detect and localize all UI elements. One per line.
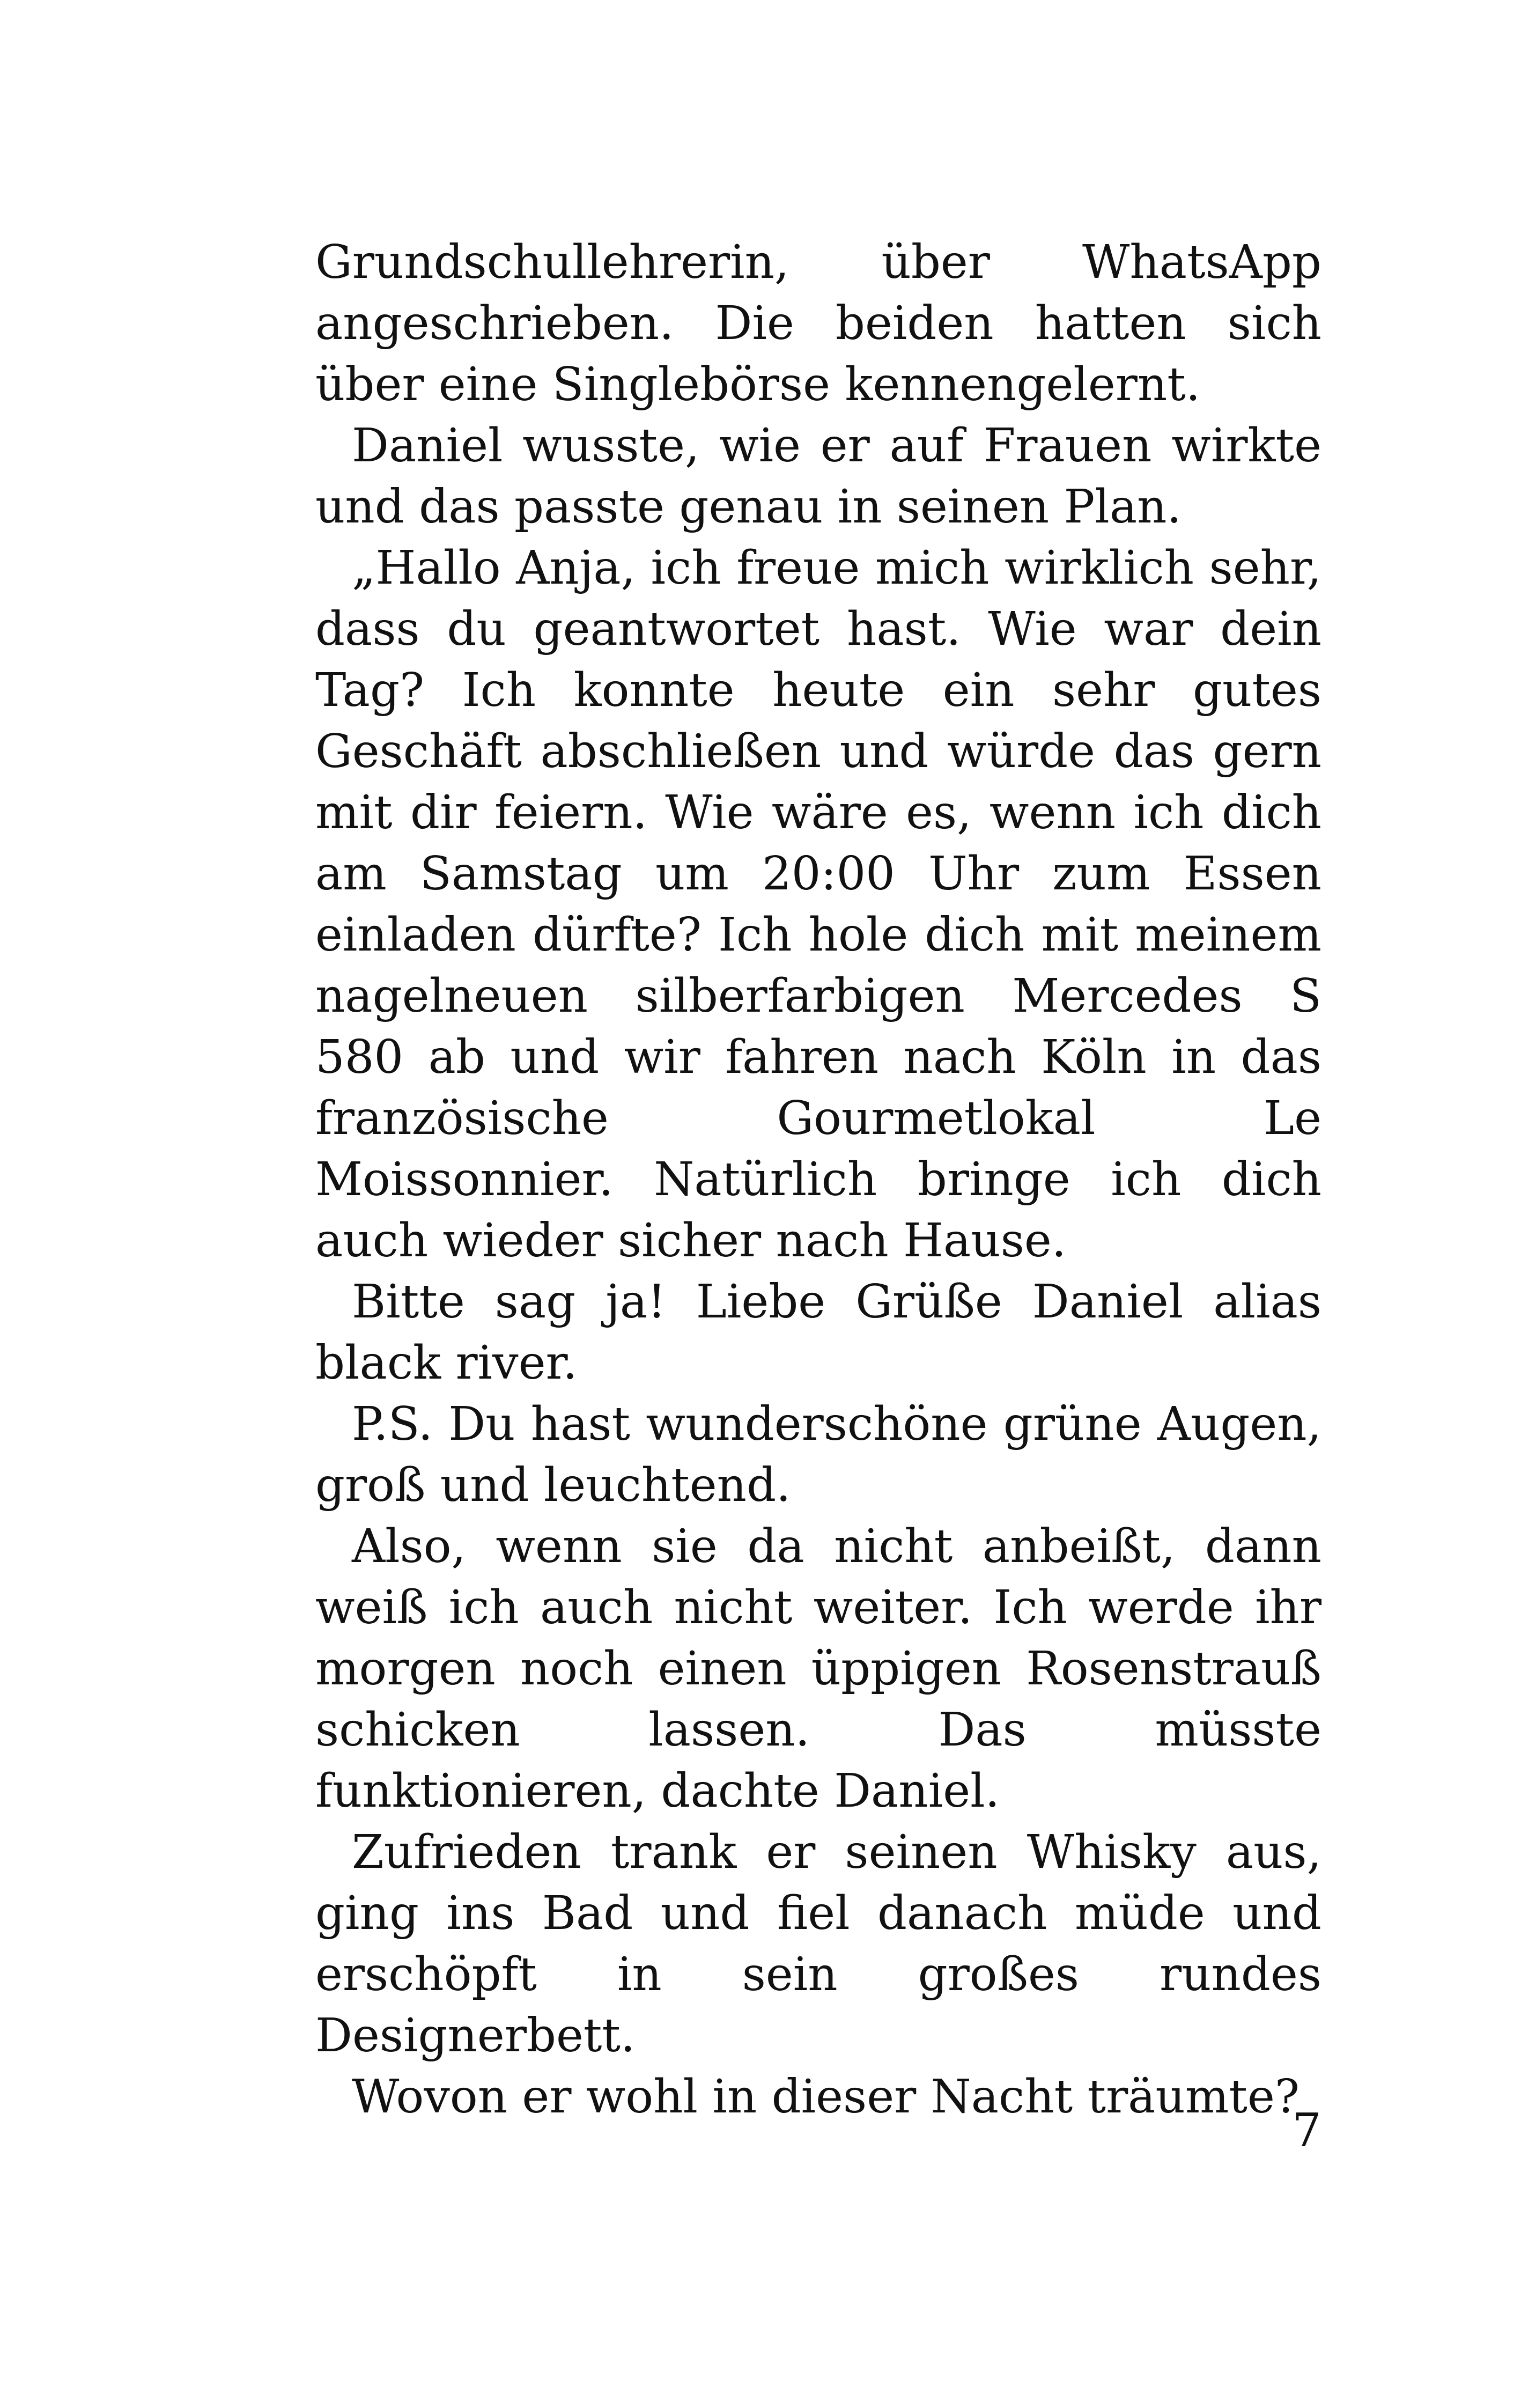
paragraph: P.S. Du hast wunderschöne grüne Augen, groß und leuchtend. (315, 1397, 1321, 1512)
paragraph: „Hallo Anja, ich freue mich wirklich sehr, dass du geantwortet hast. Wie war dein Tag? Ich konnte heute ein sehr gutes Geschäft abschließen und würde das gern mit dir feiern. Wie wäre es, wenn ich dich am Samstag um 20:00 Uhr zum Essen einladen dürfte? Ich hole dich mit meinem nagelneuen silberfarbigen Mercedes S 580 ab und wir fahren nach Köln in das französische Gourmetlokal Le Moissonnier. Natürlich bringe ich dich auch wieder sicher nach Hause. (315, 541, 1321, 1268)
paragraph: Bitte sag ja! Liebe Grüße Daniel alias black river. (315, 1275, 1321, 1390)
page-number: 7 (1292, 2104, 1321, 2157)
paragraph: Grundschullehrerin, über WhatsApp angeschrieben. Die beiden hatten sich über eine Singlebörse kennengelernt. (315, 235, 1321, 411)
paragraph: Wovon er wohl in dieser Nacht träumte? (352, 2070, 1300, 2124)
paragraph: Zufrieden trank er seinen Whisky aus, ging ins Bad und fiel danach müde und erschöpft in sein großes rundes Designerbett. (315, 1825, 1321, 2063)
body-text (315, 232, 1321, 2127)
paragraph: Also, wenn sie da nicht anbeißt, dann weiß ich auch nicht weiter. Ich werde ihr morgen noch einen üppigen Rosenstrauß schicken lassen. Das müsste funktionieren, dachte Daniel. (315, 1520, 1321, 1818)
paragraph: Daniel wusste, wie er auf Frauen wirkte und das passte genau in seinen Plan. (315, 419, 1321, 534)
